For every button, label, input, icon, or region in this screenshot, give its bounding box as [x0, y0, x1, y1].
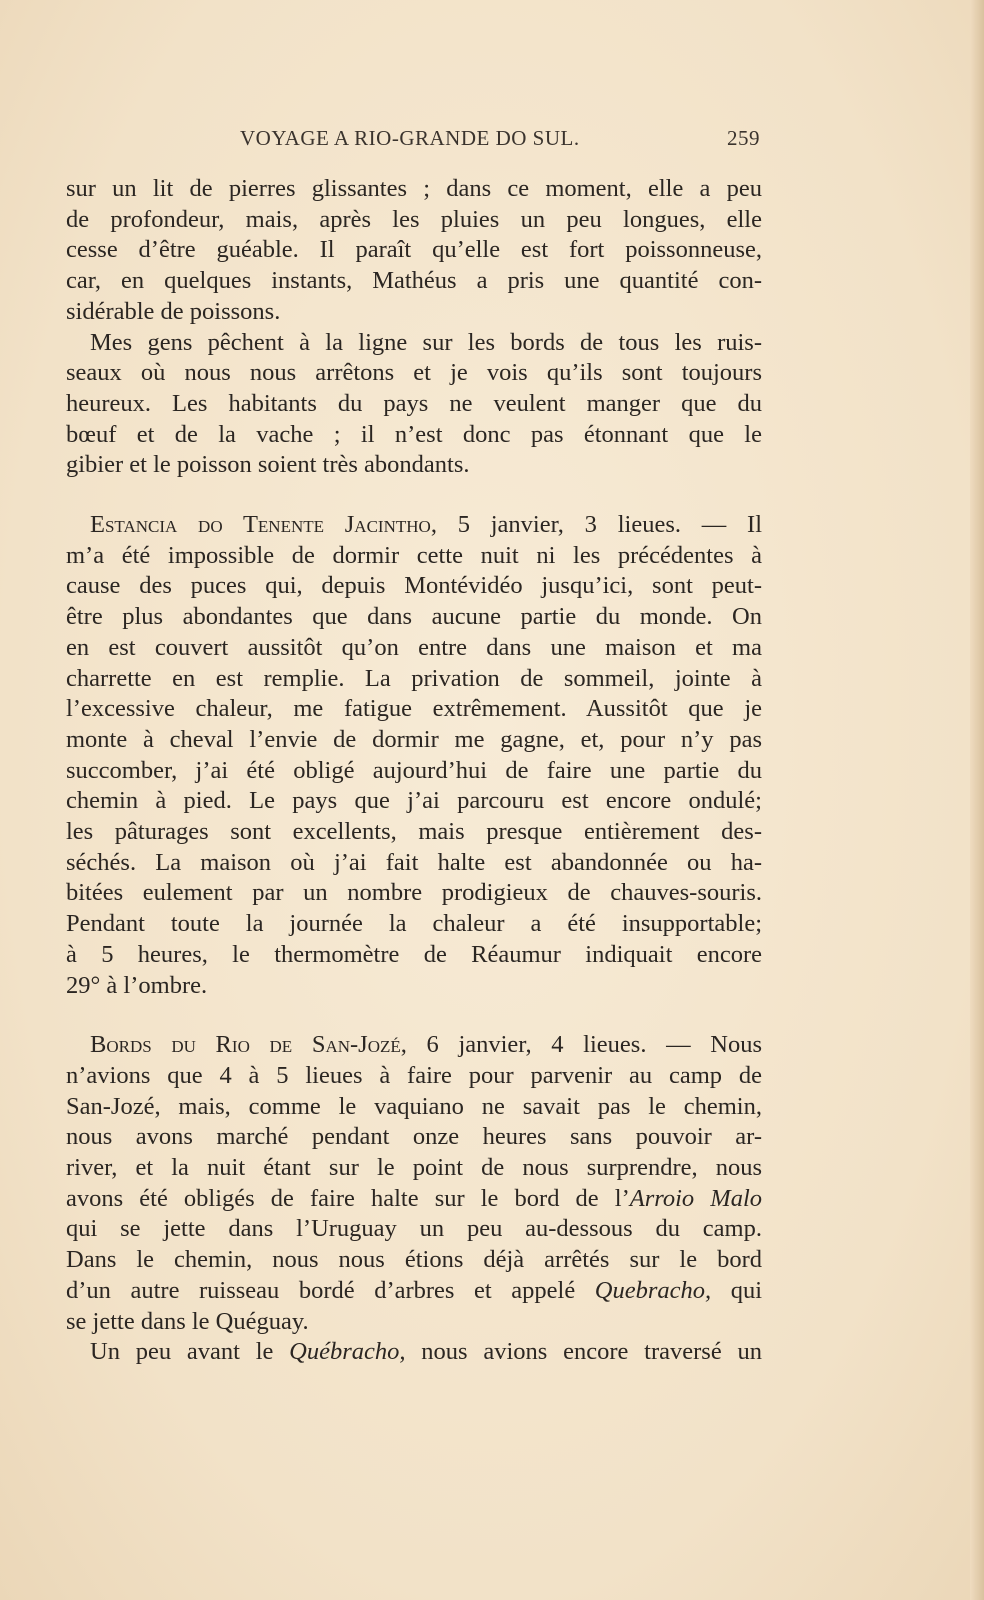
- page-number: 259: [727, 126, 760, 150]
- text-line: [66, 1122, 762, 1152]
- text-line: [66, 1030, 762, 1060]
- text-line: [66, 1245, 762, 1275]
- text-segment: , 5 janvier, 3 lieues. — Il: [430, 511, 763, 538]
- text-line: [66, 205, 762, 235]
- page-edge: [970, 0, 984, 1600]
- text-segment: car, en quelques instants, Mathéus a pris une quantité con-: [66, 267, 762, 295]
- text-line: [66, 571, 762, 601]
- text-segment: seaux où nous nous arrêtons et je vois qu’ils sont toujours: [66, 359, 762, 387]
- text-segment: river, et la nuit étant sur le point de nous surprendre, nous: [66, 1154, 762, 1181]
- text-segment: sur un lit de pierres glissantes ; dans ce moment, elle a peu: [66, 175, 762, 202]
- text-line: [66, 786, 762, 816]
- text-segment: Un peu avant le: [90, 1338, 290, 1366]
- text-segment: d’un autre ruisseau bordé d’arbres et appelé: [66, 1276, 595, 1304]
- text-segment: chemin à pied. Le pays que j’ai parcouru est encore ondulé;: [66, 787, 762, 815]
- text-segment: cesse d’être guéable. Il paraît qu’elle est fort poissonneuse,: [66, 236, 762, 264]
- entry-heading: Estancia do Tenente Jacintho: [90, 511, 431, 538]
- text-line: [66, 817, 762, 847]
- text-line: [66, 756, 762, 786]
- text-segment: nous avions encore traversé un: [405, 1338, 762, 1366]
- text-segment: heureux. Les habitants du pays ne veulent manger que du: [66, 389, 762, 417]
- text-line: [66, 1307, 762, 1337]
- text-line: [66, 297, 762, 327]
- text-line: [66, 664, 762, 694]
- text-segment: bitées eulement par un nombre prodigieux de chauves-souris.: [66, 879, 762, 907]
- text-segment: avons été obligés de faire halte sur le bord de l’: [66, 1184, 630, 1212]
- text-segment: San-Jozé, mais, comme le vaquiano ne savait pas le chemin,: [66, 1092, 762, 1120]
- text-segment: 29° à l’ombre.: [66, 971, 208, 999]
- text-segment: gibier et le poisson soient très abondants.: [66, 451, 470, 479]
- text-line: [66, 1337, 762, 1367]
- italic-text: Arroio Malo: [629, 1184, 763, 1212]
- text-segment: qui: [711, 1276, 762, 1304]
- text-line: [66, 450, 762, 480]
- text-segment: les pâturages sont excellents, mais presque entièrement des-: [66, 818, 762, 845]
- italic-text: Quebracho,: [594, 1276, 712, 1304]
- text-segment: charrette en est remplie. La privation de sommeil, jointe à: [66, 664, 762, 692]
- running-header: [240, 126, 760, 152]
- text-line: [66, 1276, 762, 1306]
- text-line: [66, 266, 762, 296]
- text-segment: Dans le chemin, nous nous étions déjà arrêtés sur le bord: [66, 1246, 762, 1274]
- text-segment: de profondeur, mais, après les pluies un peu longues, elle: [66, 205, 762, 233]
- text-segment: m’a été impossible de dormir cette nuit ni les précédentes à: [66, 541, 762, 569]
- text-line: [66, 541, 762, 571]
- text-segment: , 6 janvier, 4 lieues. — Nous: [400, 1031, 762, 1059]
- text-segment: n’avions que 4 à 5 lieues à faire pour parvenir au camp de: [66, 1061, 762, 1089]
- text-line: [66, 510, 762, 540]
- text-line: [66, 235, 762, 265]
- text-segment: monte à cheval l’envie de dormir me gagne, et, pour n’y pas: [66, 725, 762, 753]
- text-line: [66, 1153, 762, 1183]
- text-segment: l’excessive chaleur, me fatigue extrêmement. Aussitôt que je: [66, 695, 762, 723]
- italic-text: Québracho,: [289, 1338, 406, 1366]
- text-segment: bœuf et de la vache ; il n’est donc pas étonnant que le: [66, 420, 762, 448]
- text-line: [66, 1061, 762, 1091]
- text-line: [66, 633, 762, 663]
- text-line: [66, 420, 762, 450]
- text-line: [66, 174, 762, 204]
- text-line: [66, 1214, 762, 1244]
- text-segment: qui se jette dans l’Uruguay un peu au-dessous du camp.: [66, 1215, 762, 1243]
- text-segment: sidérable de poissons.: [66, 297, 281, 325]
- text-line: [66, 1184, 762, 1214]
- text-segment: en est couvert aussitôt qu’on entre dans une maison et ma: [66, 633, 762, 661]
- text-segment: être plus abondantes que dans aucune partie du monde. On: [66, 603, 762, 631]
- text-segment: Pendant toute la journée la chaleur a été insupportable;: [66, 910, 762, 938]
- text-line: [66, 602, 762, 632]
- running-title: VOYAGE A RIO-GRANDE DO SUL.: [240, 126, 580, 150]
- text-line: [66, 694, 762, 724]
- text-line: [66, 1092, 762, 1122]
- text-line: [66, 848, 762, 878]
- entry-heading: Bords du Rio de San-Jozé: [90, 1031, 401, 1059]
- text-segment: séchés. La maison où j’ai fait halte est abandonnée ou ha-: [66, 848, 762, 876]
- text-line: [66, 940, 762, 970]
- text-segment: succomber, j’ai été obligé aujourd’hui de faire une partie du: [66, 756, 762, 784]
- text-segment: à 5 heures, le thermomètre de Réaumur indiquait encore: [66, 940, 762, 968]
- text-line: [66, 909, 762, 939]
- text-segment: se jette dans le Quéguay.: [66, 1307, 309, 1335]
- text-segment: Mes gens pêchent à la ligne sur les bords de tous les ruis-: [90, 328, 762, 356]
- text-line: [66, 878, 762, 908]
- text-line: [66, 358, 762, 388]
- text-line: [66, 328, 762, 358]
- text-line: [66, 725, 762, 755]
- text-segment: cause des puces qui, depuis Montévidéo jusqu’ici, sont peut-: [66, 572, 762, 600]
- text-line: [66, 389, 762, 419]
- text-line: [66, 971, 762, 1001]
- text-segment: nous avons marché pendant onze heures sans pouvoir ar-: [66, 1123, 762, 1151]
